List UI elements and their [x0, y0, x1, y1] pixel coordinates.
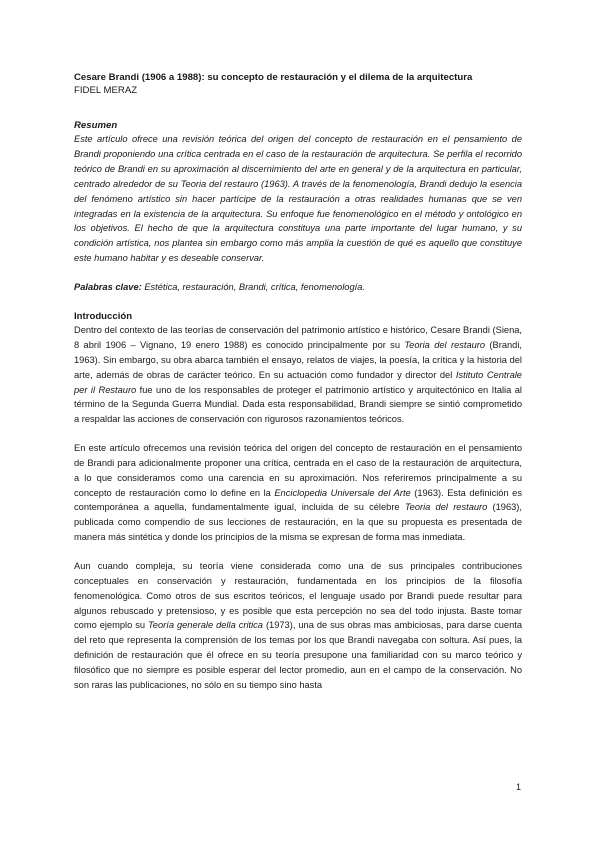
- abstract-heading: Resumen: [74, 120, 118, 131]
- keywords: [74, 280, 522, 294]
- paragraph-2-text-a: En este artículo ofrecemos una revisión teórica del origen del concepto de restauración en el pensamiento de Brandi para adicionalmente proponer una crítica, centrada en el caso de la restauración de arquitectura, a lo que consideramos como una carencia en su aproximación. Nos referiremos principalmente a su concepto de restauración como lo define en la: [74, 443, 522, 498]
- paragraph-2-italic-enciclopedia: Enciclopedia Universale del Arte: [274, 487, 411, 498]
- paragraph-2-italic-teoria: Teoria del restauro: [404, 502, 488, 513]
- paragraph-2: [74, 441, 522, 545]
- paragraph-3-text-a: Aun cuando compleja, su teoría viene considerada como una de sus principales contribuciones conceptuales en conservación y restauración, fundamentada en los principios de la filosofía fenomenológica. Como otros de sus escritos teóricos, el lenguaje usado por Brandi puede resultar para algunos rebuscado y pretensioso, y es posible que esta percepción no sea del todo injusta. Baste tomar como ejemplo su: [74, 560, 522, 631]
- paragraph-3: [74, 559, 522, 693]
- keywords-label: Palabras clave:: [74, 282, 142, 293]
- paragraph-1: [74, 323, 522, 427]
- paragraph-1-text-e: fue uno de los responsables de proteger el patrimonio artístico y arquitectónico en Italia al término de la Segunda Guerra Mundial. Dada esta responsabilidad, Brandi siempre se sintió comprometido a respaldar las acciones de conservación con rigurosos razonamientos teóricos.: [74, 384, 522, 425]
- introduction-heading: Introducción: [74, 311, 133, 323]
- paragraph-2-text-c: (1963). Esta definición es contemporánea a aquella, fundamentalmente igual, incluida de su célebre: [74, 487, 522, 513]
- article-body: [74, 71, 522, 707]
- paragraph-1-italic-teoria: Teoria del restauro: [404, 340, 486, 350]
- paragraph-1-italic-istituto: Istituto Centrale per il Restauro: [74, 369, 522, 395]
- paragraph-2-text-e: (1963), publicada como compendio de sus lecciones de restauración, en la que su propuesta es presentada de manera más sintética y donde los principios de la misma se expresan de forma mas inmediata.: [74, 502, 522, 543]
- abstract-text: Este artículo ofrece una revisión teórica del origen del concepto de restauración en el pensamiento de Brandi proponiendo una crítica centrada en el caso de la restauración de arquitectura. Se perfila el recorrido teórico de Brandi en su aproximación al discernimiento del arte en general y de la arquitectura en particular, centrado alrededor de su Teoria del restauro (1963). A través de la fenomenología, Brandi dedujo la esencia del fenómeno artístico sin hacer partícipe de la restauración a otras realidades humanas que se ven integradas en la existencia de la arquitectura. Su enfoque fue fenomenológico en el método y ontológico en los objetivos. El hecho de que la arquitectura constituya una parte importante del lugar humano, y su condición artística, nos plantea sin embargo como más amplia la cuestión de qué es aquello que constituye este humano habitar y es deseable conservar.: [74, 134, 522, 264]
- paragraph-1-text-c: (Brandi, 1963). Sin embargo, su obra abarca también el ensayo, relatos de viajes, la poesía, la crítica y la historia del arte, además de obras de carácter teórico. En su actuación como fundador y director del: [74, 340, 522, 380]
- article-author: FIDEL MERAZ: [74, 85, 138, 96]
- paragraph-3-italic-teoria-critica: Teoría generale della critica: [147, 620, 263, 631]
- keywords-text: Estética, restauración, Brandi, crítica, fenomenología.: [144, 282, 365, 293]
- article-title: Cesare Brandi (1906 a 1988): su concepto de restauración y el dilema de la arquitectura: [74, 72, 473, 83]
- paragraph-1-text-a: Dentro del contexto de las teorías de conservación del patrimonio artístico e histórico, Cesare Brandi (Siena, 8 abril 1906 – Vignano, 19 enero 1988) es conocido principalmente por su: [74, 325, 522, 350]
- page-number: 1: [516, 782, 522, 792]
- paragraph-3-text-c: (1973), una de sus obras mas ambiciosas, para darse cuenta del reto que representa la comprensión de los temas por los que Brandi navegaba con soltura. Así pues, la definición de restauración que él ofrece en su teoría presupone una familiaridad con su marco teórico y filosófico que no siempre es posible esperar del lector promedio, aun en el campo de la conservación. No son raras las publicaciones, no sólo en su tiempo sino hasta: [74, 620, 523, 690]
